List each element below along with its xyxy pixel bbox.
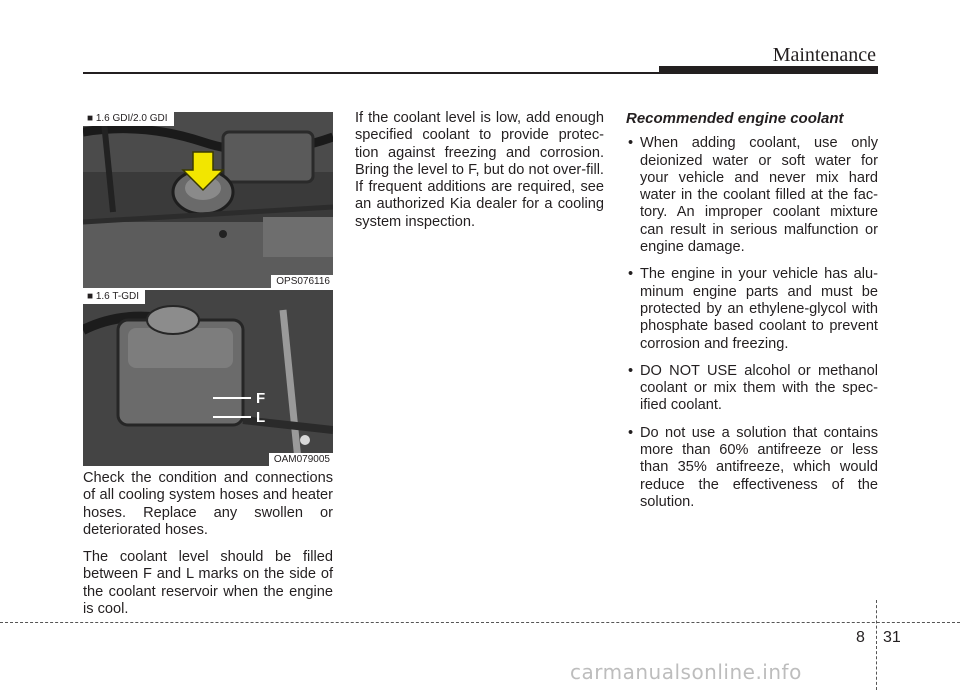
bullet-list — [626, 135, 878, 511]
engine-photo-tgdi — [83, 288, 333, 466]
subsection-heading: Recommended engine coolant — [626, 110, 844, 127]
column-middle — [355, 110, 604, 241]
footer-vertical-divider — [876, 600, 877, 690]
header-rule — [83, 72, 659, 74]
watermark-link[interactable]: carmanualsonline.info — [570, 660, 802, 684]
column-right — [626, 110, 878, 521]
figure-code: OAM079005 — [269, 453, 333, 466]
paragraph: If the coolant level is low, add enough specified coolant to provide protec-tion against freezing and corrosion. Bring the level to F, but do not over-fill. If frequent additions are required, see an authorized Kia dealer for a cooling system inspection. — [355, 110, 604, 230]
header-rule-thick — [659, 66, 878, 74]
figure-code: OPS076116 — [271, 275, 333, 288]
bullet-item: • When adding coolant, use only deionized water or soft water for your vehicle and never mix hard water in the coolant filled at the fac-tory. An improper coolant mixture can result in serious malfunction or engine damage. — [626, 135, 878, 256]
bullet-item: • DO NOT USE alcohol or methanol coolant or mix them with the spec-ified coolant. — [626, 363, 878, 415]
column-left — [83, 470, 333, 628]
bullet-item: • Do not use a solution that contains more than 60% antifreeze or less than 35% antifreeze, which would reduce the effectiveness of the solution. — [626, 425, 878, 511]
figure-engine-label: ■ 1.6 T-GDI — [83, 290, 145, 304]
figure-engine-label: ■ 1.6 GDI/2.0 GDI — [83, 112, 174, 126]
chapter-number: 8 — [856, 629, 865, 646]
paragraph: The coolant level should be filled between F and L marks on the side of the coolant reservoir when the engine is cool. — [83, 549, 333, 618]
page-number: 31 — [883, 629, 901, 646]
footer-divider — [0, 622, 960, 623]
paragraph: Check the condition and connections of all cooling system hoses and heater hoses. Replace any swollen or deteriorated hoses. — [83, 470, 333, 538]
section-title: Maintenance — [772, 44, 876, 66]
low-mark: L — [256, 409, 266, 426]
engine-photo-gdi — [83, 112, 333, 288]
full-mark: F — [256, 390, 266, 407]
bullet-item: • The engine in your vehicle has alu-minum engine parts and must be protected by an ethylene-glycol with phosphate based coolant to prevent corrosion and freezing. — [626, 266, 878, 352]
